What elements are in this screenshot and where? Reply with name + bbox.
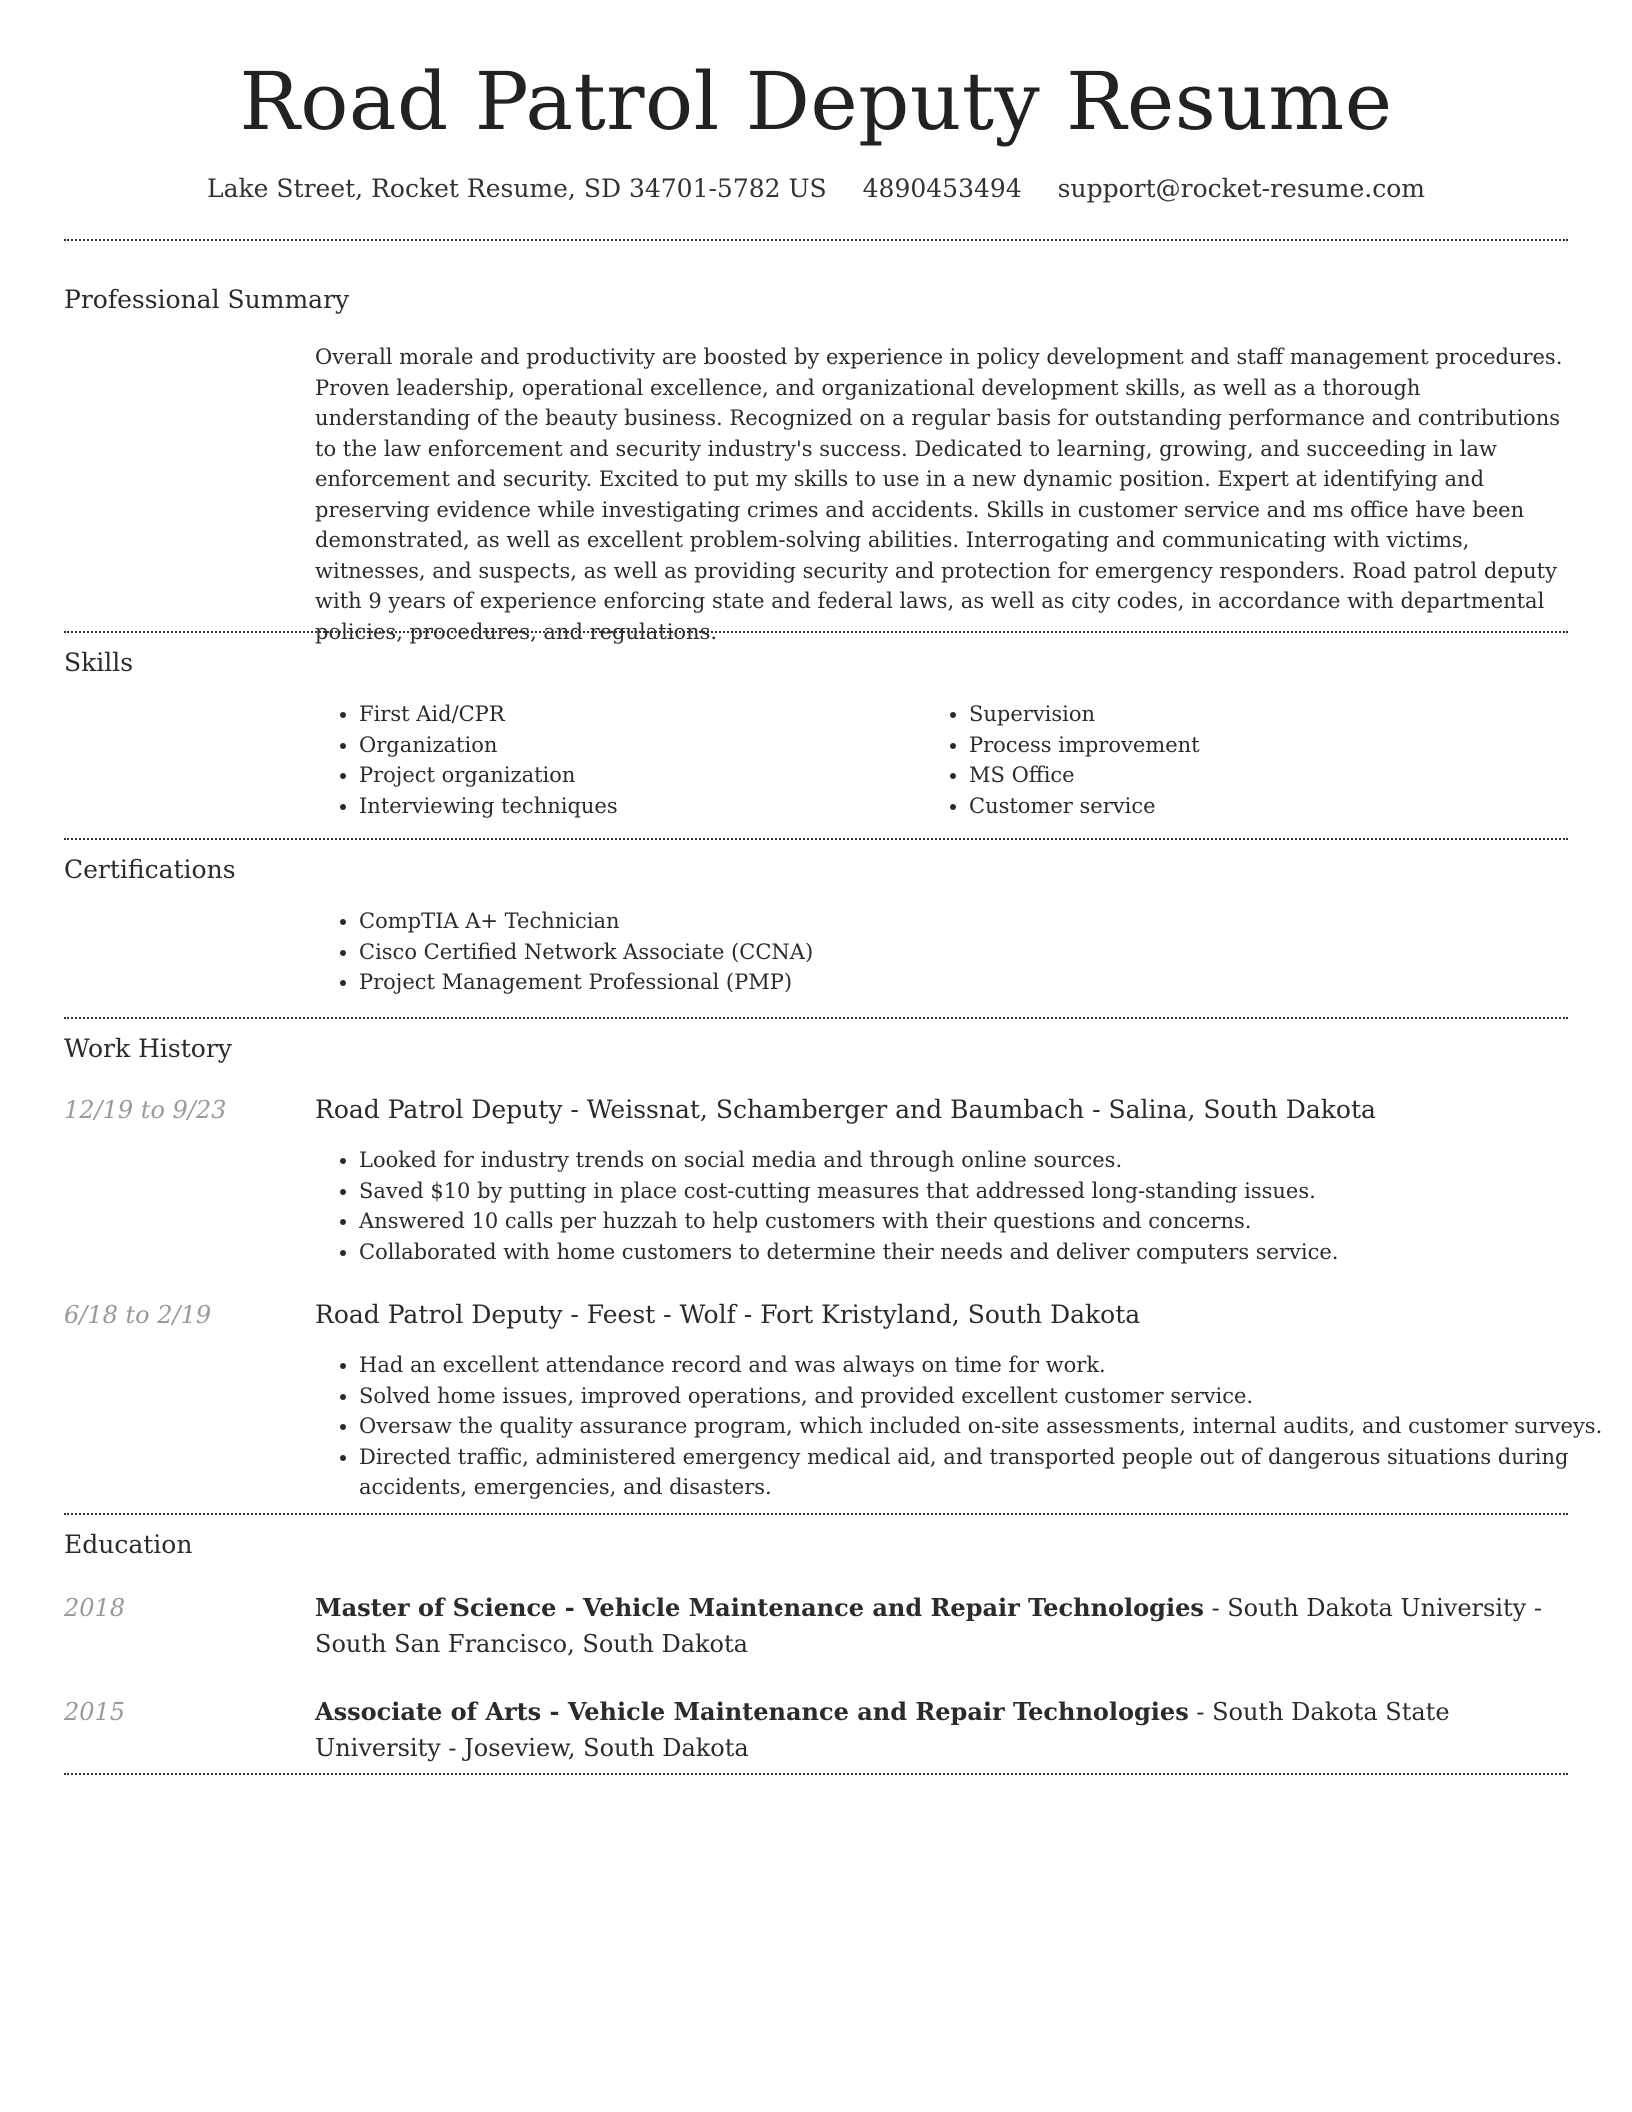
list-item: • CompTIA A+ Technician [359,906,1559,937]
list-item: • Oversaw the quality assurance program, which included on-site assessments, internal audits, and customer surveys. [359,1411,1614,1442]
list-item: • First Aid/CPR [359,699,919,730]
list-item: • Solved home issues, improved operations, and provided excellent customer service. [359,1381,1614,1412]
list-item: • Answered 10 calls per huzzah to help customers with their questions and concerns. [359,1206,1614,1237]
certifications-heading: Certifications [64,855,236,884]
education-year: 2015 [64,1698,126,1726]
contact-address: Lake Street, Rocket Resume, SD 34701-5782 US [207,174,827,203]
list-item: • Customer service [969,791,1569,822]
job-dates: 12/19 to 9/23 [64,1096,227,1124]
work-history-heading: Work History [64,1034,232,1063]
job-bullets [315,1350,1614,1503]
list-item: • Interviewing techniques [359,791,919,822]
list-item: • Organization [359,730,919,761]
certifications-list [315,906,1559,998]
list-item: • Project organization [359,760,919,791]
section-divider [64,838,1568,840]
summary-text: Overall morale and productivity are boosted by experience in policy development and staff management procedures. Proven leadership, operational excellence, and organizational development skills, as well as a thorough understanding of the beauty business. Recognized on a regular basis for outstanding performance and contributions to the law enforcement and security industry's success. Dedicated to learning, growing, and succeeding in law enforcement and security. Excited to put my skills to use in a new dynamic position. Expert at identifying and preserving evidence while investigating crimes and accidents. Skills in customer service and ms office have been demonstrated, as well as excellent problem-solving abilities. Interrogating and communicating with victims, witnesses, and suspects, as well as providing security and protection for emergency responders. Road patrol deputy with 9 years of experience enforcing state and federal laws, as well as city codes, in accordance with departmental policies, procedures, and regulations. [315,345,1563,644]
list-item: • Had an excellent attendance record and was always on time for work. [359,1350,1614,1381]
list-item: • Looked for industry trends on social media and through online sources. [359,1145,1614,1176]
school: South Dakota University - South San Francisco, South Dakota [315,1594,1542,1658]
list-item: • MS Office [969,760,1569,791]
section-divider [64,239,1568,241]
section-divider [64,1773,1568,1775]
school: South Dakota State University - Joseview, South Dakota [315,1698,1450,1762]
education-year: 2018 [64,1594,126,1622]
section-divider [64,631,1568,633]
list-item: • Process improvement [969,730,1569,761]
contact-email: support@rocket-resume.com [1057,174,1425,203]
contact-phone: 4890453494 [862,174,1022,203]
list-item: • Supervision [969,699,1569,730]
job-bullets [315,1145,1614,1267]
job-title: Road Patrol Deputy - Feest - Wolf - Fort Kristyland, South Dakota [315,1300,1141,1329]
separator: - [1188,1698,1213,1726]
education-heading: Education [64,1530,193,1559]
skills-heading: Skills [64,648,134,677]
summary-heading: Professional Summary [64,285,350,314]
skills-list-right [925,699,1569,821]
education-entry [315,1590,1570,1662]
job-dates: 6/18 to 2/19 [64,1301,212,1329]
job-title: Road Patrol Deputy - Weissnat, Schamberger and Baumbach - Salina, South Dakota [315,1095,1376,1124]
resume-title: Road Patrol Deputy Resume [239,55,1393,148]
list-item: • Saved $10 by putting in place cost-cutting measures that addressed long-standing issues. [359,1176,1614,1207]
list-item: • Cisco Certified Network Associate (CCNA) [359,937,1559,968]
education-entry [315,1694,1570,1766]
section-divider [64,1513,1568,1515]
section-divider [64,1017,1568,1019]
list-item: • Project Management Professional (PMP) [359,967,1559,998]
skills-list-left [315,699,919,821]
list-item: • Collaborated with home customers to determine their needs and deliver computers service. [359,1237,1614,1268]
contact-line [0,172,1632,206]
degree: Associate of Arts - Vehicle Maintenance and Repair Technologies [315,1697,1189,1726]
separator: - [1203,1594,1228,1622]
degree: Master of Science - Vehicle Maintenance and Repair Technologies [315,1593,1204,1622]
list-item: • Directed traffic, administered emergency medical aid, and transported people out of dangerous situations during accidents, emergencies, and disasters. [359,1442,1614,1503]
